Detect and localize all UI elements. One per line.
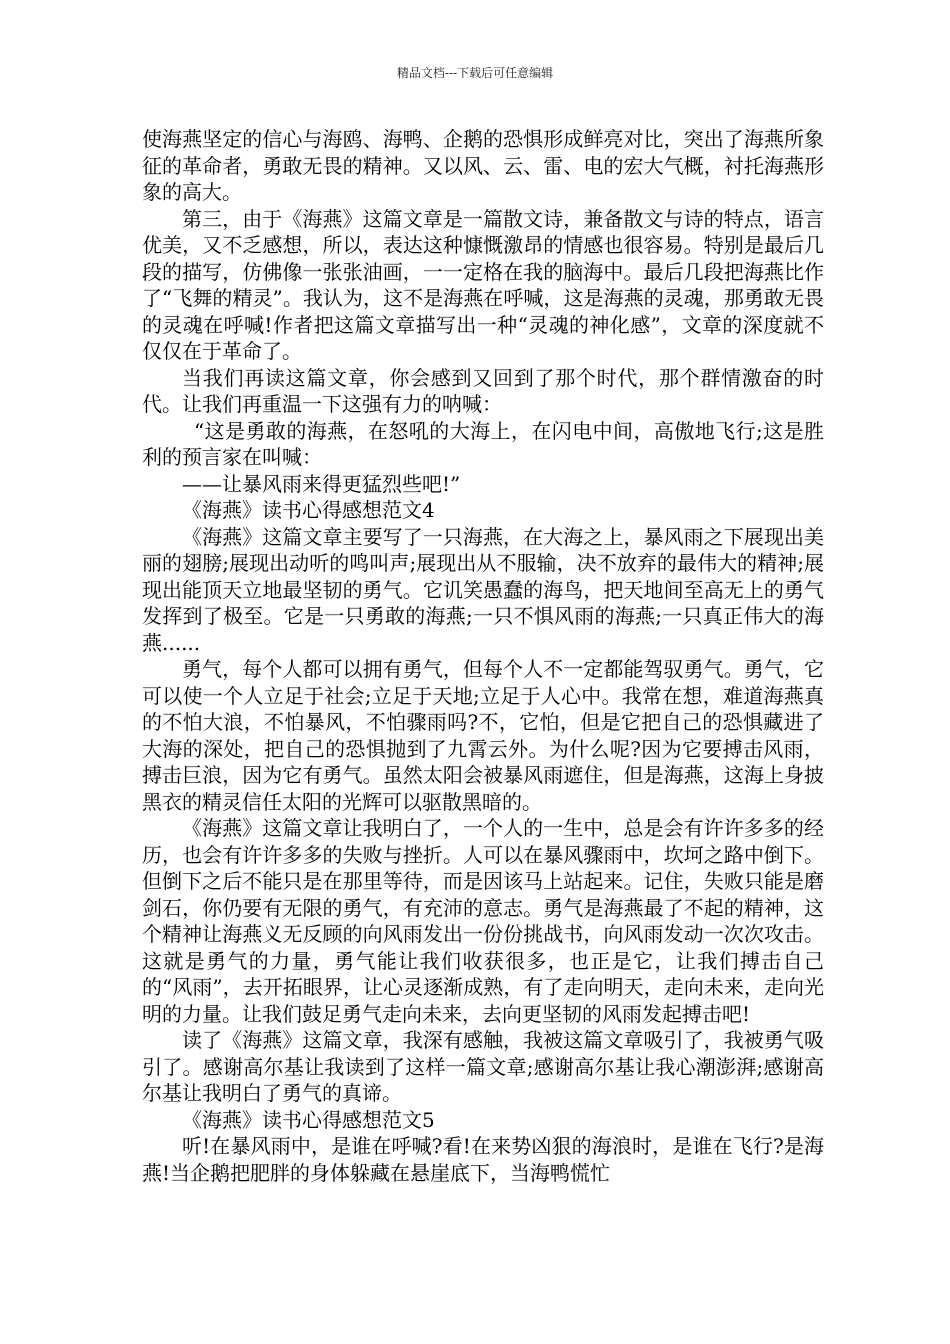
quote-paragraph: “这是勇敢的海燕，在怒吼的大海上，在闪电中间，高傲地飞行;这是胜利的预言家在叫喊：: [142, 418, 824, 469]
paragraph-7: 《海燕》这篇文章主要写了一只海燕，在大海之上，暴风雨之下展现出美丽的翅膀;展现出动听的鸣叫声;展现出从不服输，决不放弃的最伟大的精神;展现出能顶天立地最坚韧的勇气。它讥笑愚蠢的海鸟，把天地间至高无上的勇气发挥到了极至。它是一只勇敢的海燕;一只不惧风雨的海燕;一只真正伟大的海燕......: [142, 524, 824, 655]
paragraph-8: 勇气，每个人都可以拥有勇气，但每个人不一定都能驾驭勇气。勇气，它可以使一个人立足于社会;立足于天地;立足于人心中。我常在想，难道海燕真的不怕大浪，不怕暴风，不怕骤雨吗?不，它怕，但是它把自己的恐惧藏进了大海的深处，把自己的恐惧抛到了九霄云外。为什么呢?因为它要搏击风雨，搏击巨浪，因为它有勇气。虽然太阳会被暴风雨遮住，但是海燕，这海上身披黑衣的精灵信任太阳的光辉可以驱散黑暗的。: [142, 657, 824, 814]
paragraph-12: 听!在暴风雨中，是谁在呼喊?看!在来势凶狠的海浪时，是谁在飞行?是海燕!当企鹅把肥胖的身体躲藏在悬崖底下，当海鸭慌忙: [142, 1134, 824, 1185]
paragraph-2: 第三，由于《海燕》这篇文章是一篇散文诗，兼备散文与诗的特点，语言优美，又不乏感想，所以，表达这种慷慨激昂的情感也很容易。特别是最后几段的描写，仿佛像一张张油画，一一定格在我的脑海中。最后几段把海燕比作了“飞舞的精灵”。我认为，这不是海燕在呼喊，这是海燕的灵魂，那勇敢无畏的灵魂在呼喊!作者把这篇文章描写出一种“灵魂的神化感”，文章的深度就不仅仅在于革命了。: [142, 206, 824, 363]
section-title-5: 《海燕》读书心得感想范文5: [182, 1107, 435, 1132]
quote-ending: ——让暴风雨来得更猛烈些吧!”: [182, 471, 461, 496]
document-body: [142, 126, 824, 1186]
paragraph-10: 读了《海燕》这篇文章，我深有感触，我被这篇文章吸引了，我被勇气吸引了。感谢高尔基让我读到了这样一篇文章;感谢高尔基让我心潮澎湃;感谢高尔基让我明白了勇气的真谛。: [142, 1028, 824, 1105]
paragraph-9: 《海燕》这篇文章让我明白了，一个人的一生中，总是会有许许多多的经历，也会有许许多多的失败与挫折。人可以在暴风骤雨中，坎坷之路中倒下。但倒下之后不能只是在那里等待，而是因该马上站起来。记住，失败只能是磨剑石，你仍要有无限的勇气，有充沛的意志。勇气是海燕最了不起的精神，这个精神让海燕义无反顾的向风雨发出一份份挑战书，向风雨发动一次次攻击。这就是勇气的力量，勇气能让我们收获很多，也正是它，让我们搏击自己的“风雨”，去开拓眼界，让心灵逐渐成熟，有了走向明天，走向未来，走向光明的力量。让我们鼓足勇气走向未来，去向更坚韧的风雨发起搏击吧!: [142, 816, 824, 1026]
page-header: 精品文档---下载后可任意编辑: [396, 66, 554, 80]
section-title-4: 《海燕》读书心得感想范文4: [182, 498, 435, 522]
paragraph-1: 使海燕坚定的信心与海鸥、海鸭、企鹅的恐惧形成鲜亮对比，突出了海燕所象征的革命者，勇敢无畏的精神。又以风、云、雷、电的宏大气概，衬托海燕形象的高大。: [142, 127, 824, 204]
paragraph-3: 当我们再读这篇文章，你会感到又回到了那个时代，那个群情激奋的时代。让我们再重温一下这强有力的呐喊：: [142, 365, 824, 416]
